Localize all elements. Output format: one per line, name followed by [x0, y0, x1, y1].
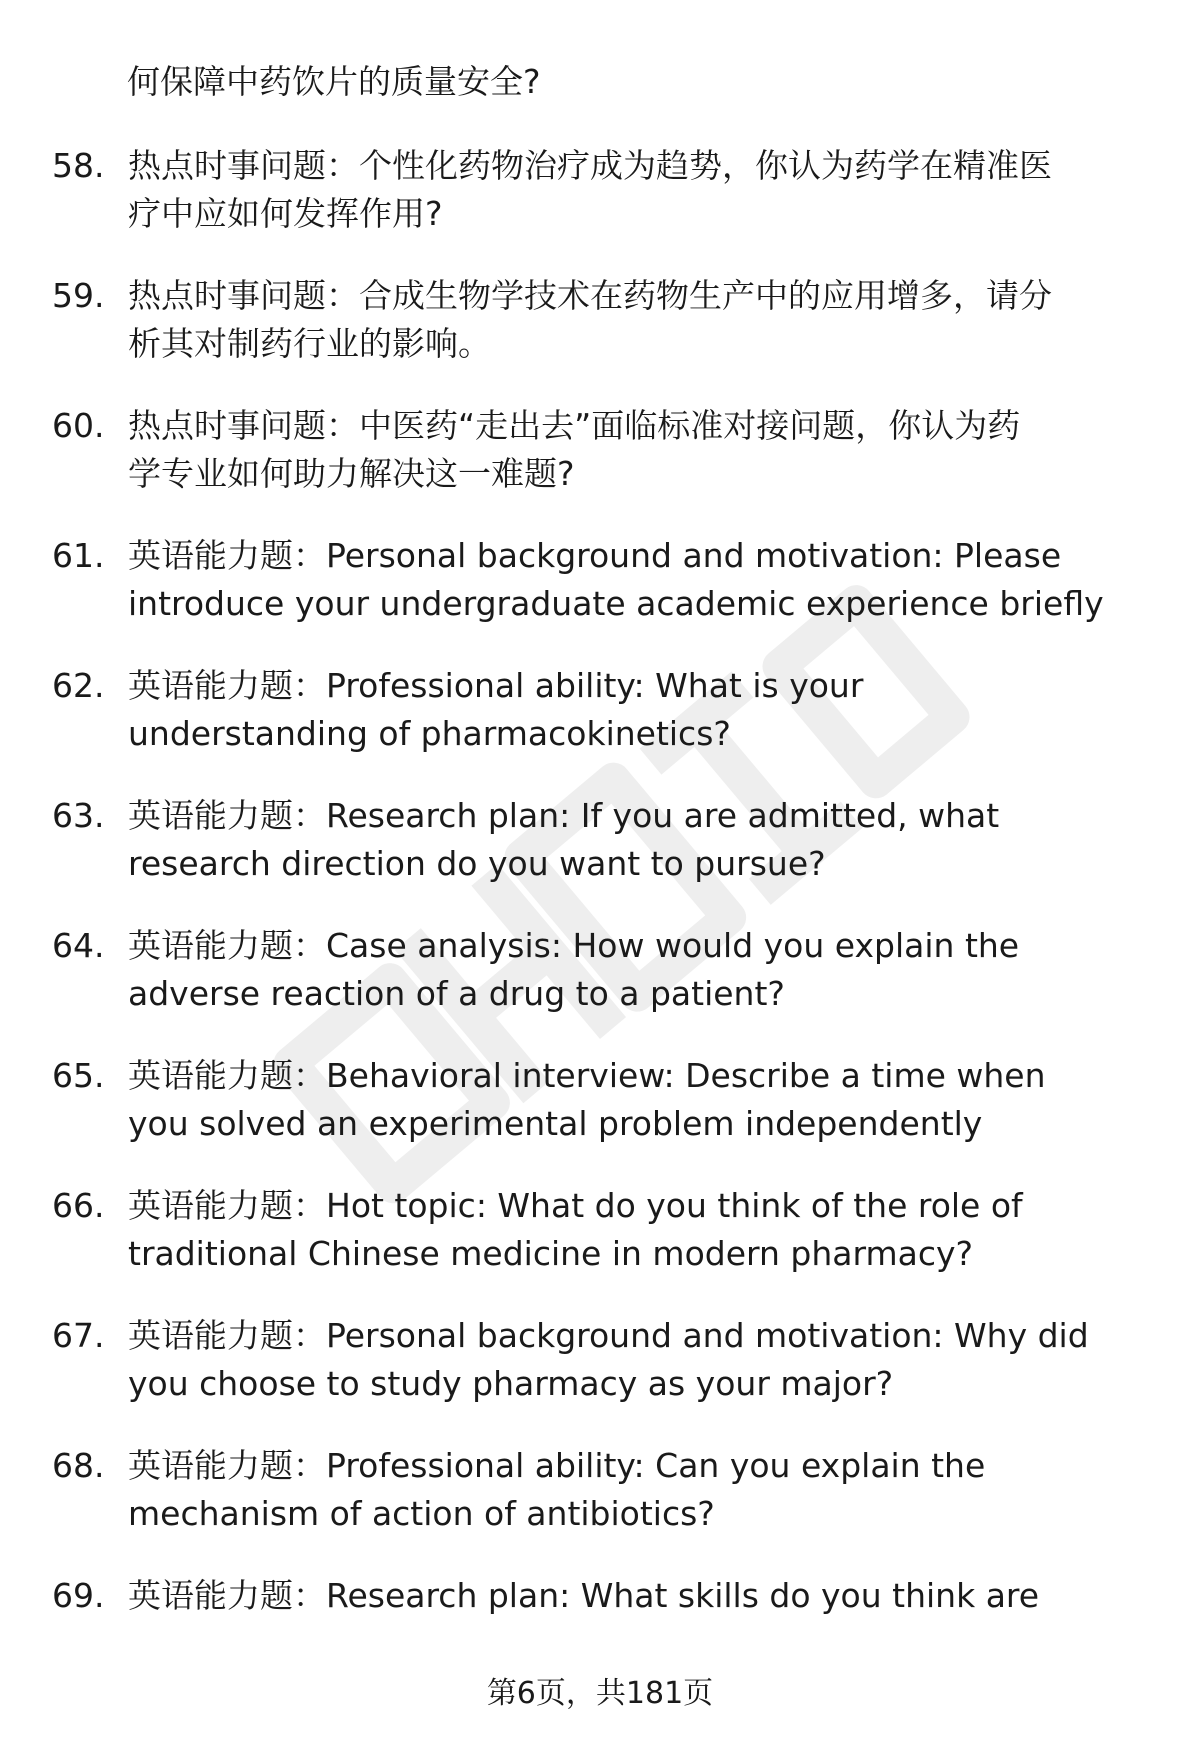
question-item: [0, 532, 1200, 628]
question-text-line: 英语能力题：Professional ability: Can you explain the: [128, 1446, 986, 1485]
question-text-line: introduce your undergraduate academic experience briefly: [128, 584, 1104, 623]
question-text-line: 英语能力题：Research plan: If you are admitted, what: [128, 796, 1000, 835]
question-number: 68.: [52, 1446, 105, 1485]
question-item: [0, 1572, 1200, 1620]
question-text-line: 析其对制药行业的影响。: [128, 324, 491, 363]
question-item: [0, 662, 1200, 758]
question-number: 67.: [52, 1316, 105, 1355]
question-text-line: 英语能力题：Professional ability: What is your: [128, 666, 864, 705]
question-text-line: traditional Chinese medicine in modern pharmacy?: [128, 1234, 974, 1273]
question-number: 69.: [52, 1576, 105, 1615]
question-item: [0, 402, 1200, 498]
question-text-line: 英语能力题：Hot topic: What do you think of the role of: [128, 1186, 1023, 1225]
question-text-line: you choose to study pharmacy as your major?: [128, 1364, 894, 1403]
question-text-line: 热点时事问题：合成生物学技术在药物生产中的应用增多，请分: [128, 276, 1052, 315]
question-number: 58.: [52, 146, 105, 185]
question-number: 59.: [52, 276, 105, 315]
question-text-line: you solved an experimental problem independently: [128, 1104, 983, 1143]
question-item: [0, 1442, 1200, 1538]
question-text-line: 英语能力题：Personal background and motivation: Why did: [128, 1316, 1089, 1355]
question-number: 65.: [52, 1056, 105, 1095]
question-number: 60.: [52, 406, 105, 445]
question-text-line: research direction do you want to pursue?: [128, 844, 826, 883]
question-number: 64.: [52, 926, 105, 965]
question-number: 63.: [52, 796, 105, 835]
question-number: 61.: [52, 536, 105, 575]
question-item: [0, 1052, 1200, 1148]
question-item: [0, 922, 1200, 1018]
question-item: [0, 792, 1200, 888]
question-number: 66.: [52, 1186, 105, 1225]
question-item: [0, 142, 1200, 238]
page-number-footer: 第6页，共181页: [486, 1676, 714, 1711]
continued-question-text: 何保障中药饮片的质量安全?: [127, 62, 541, 101]
question-number: 62.: [52, 666, 105, 705]
question-list: [0, 142, 1200, 1654]
question-item: [0, 272, 1200, 368]
question-text-line: understanding of pharmacokinetics?: [128, 714, 731, 753]
question-text-line: 学专业如何助力解决这一难题?: [128, 454, 575, 493]
question-text-line: 疗中应如何发挥作用?: [128, 194, 443, 233]
question-item: [0, 1312, 1200, 1408]
question-text-line: 热点时事问题：中医药“走出去”面临标准对接问题，你认为药: [128, 406, 1021, 445]
question-text-line: 英语能力题：Behavioral interview: Describe a time when: [128, 1056, 1046, 1095]
question-text-line: adverse reaction of a drug to a patient?: [128, 974, 785, 1013]
question-text-line: 英语能力题：Case analysis: How would you explain the: [128, 926, 1020, 965]
question-item: [0, 1182, 1200, 1278]
question-text-line: 热点时事问题：个性化药物治疗成为趋势，你认为药学在精准医: [128, 146, 1052, 185]
question-text-line: mechanism of action of antibiotics?: [128, 1494, 715, 1533]
question-text-line: 英语能力题：Research plan: What skills do you think are: [128, 1576, 1040, 1615]
question-text-line: 英语能力题：Personal background and motivation: Please: [128, 536, 1062, 575]
